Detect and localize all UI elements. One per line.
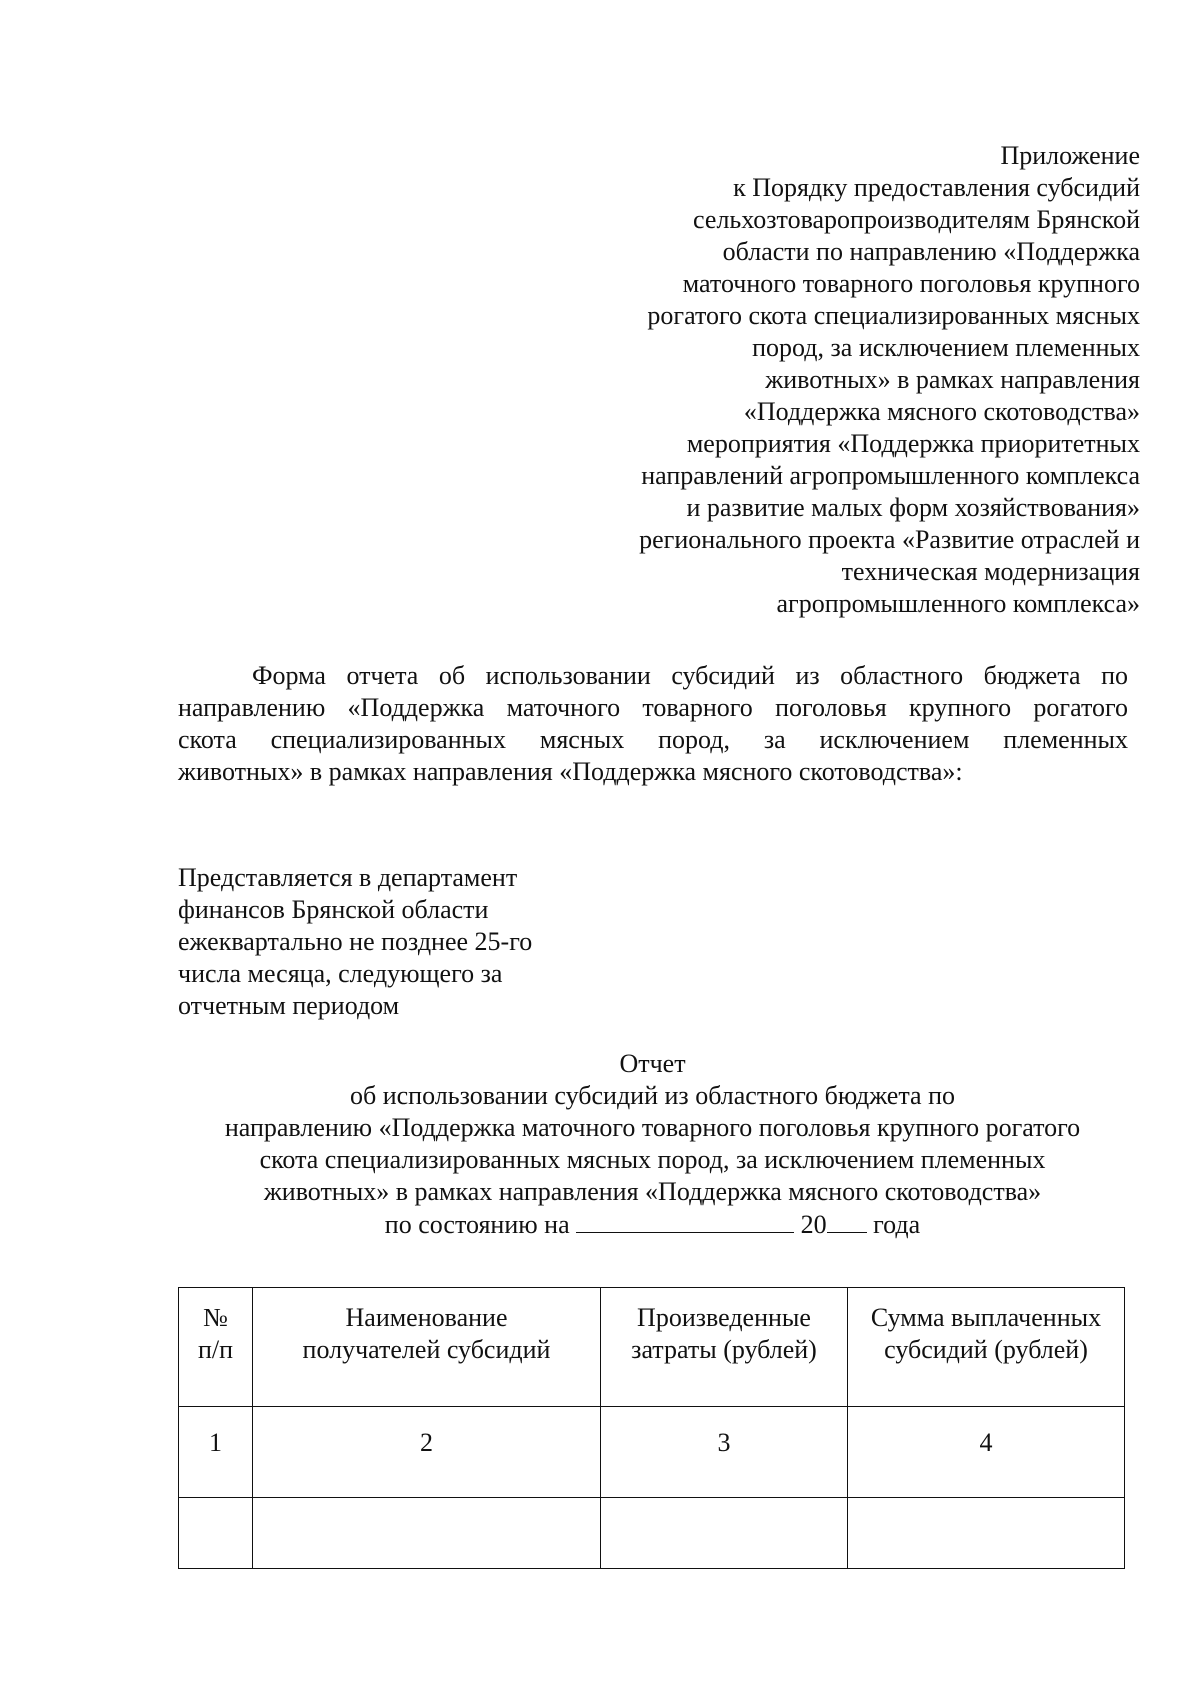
column-number-cell: 1 xyxy=(179,1407,253,1498)
report-title: Отчет xyxy=(619,1049,686,1078)
header-text: получателей субсидий xyxy=(302,1335,551,1364)
appendix-line: мероприятия «Поддержка приоритетных xyxy=(686,429,1140,458)
header-text: затраты (рублей) xyxy=(631,1335,817,1364)
report-line: животных» в рамках направления «Поддержка мясного скотоводства» xyxy=(263,1177,1042,1206)
header-text: № xyxy=(203,1303,228,1332)
header-text: Сумма выплаченных xyxy=(870,1303,1102,1332)
report-date-line xyxy=(160,1208,1145,1241)
form-title xyxy=(178,660,1128,788)
appendix-line: пород, за исключением племенных xyxy=(752,333,1140,362)
form-title-line: скота специализированных мясных пород, за исключением племенных xyxy=(178,725,1128,754)
column-number-cell: 2 xyxy=(253,1407,601,1498)
appendix-line: маточного товарного поголовья крупного xyxy=(682,269,1140,298)
year-prefix: 20 xyxy=(800,1210,827,1239)
header-cell-paid-subsidies xyxy=(848,1288,1125,1407)
appendix-line: регионального проекта «Развитие отраслей и xyxy=(639,525,1140,554)
submission-line: числа месяца, следующего за xyxy=(178,959,503,988)
appendix-line: агропромышленного комплекса» xyxy=(776,589,1140,618)
form-title-line: животных» в рамках направления «Поддержка мясного скотоводства»: xyxy=(178,757,963,786)
submission-line: финансов Брянской области xyxy=(178,895,489,924)
table-cell[interactable] xyxy=(601,1498,848,1569)
column-number-cell: 4 xyxy=(848,1407,1125,1498)
form-title-line: направлению «Поддержка маточного товарного поголовья крупного рогатого xyxy=(178,693,1128,722)
submission-line: ежеквартально не позднее 25-го xyxy=(178,927,533,956)
table-cell[interactable] xyxy=(848,1498,1125,1569)
appendix-line: сельхозтоваропроизводителям Брянской xyxy=(693,205,1140,234)
report-line: об использовании субсидий из областного бюджета по xyxy=(350,1081,955,1110)
appendix-line: «Поддержка мясного скотоводства» xyxy=(743,397,1140,426)
year-suffix: года xyxy=(873,1210,921,1239)
header-text: п/п xyxy=(197,1335,234,1364)
column-number-cell: 3 xyxy=(601,1407,848,1498)
year-blank-field[interactable] xyxy=(827,1208,867,1233)
table-cell[interactable] xyxy=(253,1498,601,1569)
date-blank-field[interactable] xyxy=(576,1208,794,1233)
header-text: субсидий (рублей) xyxy=(884,1335,1088,1364)
appendix-header xyxy=(560,140,1140,620)
appendix-line: и развитие малых форм хозяйствования» xyxy=(686,493,1140,522)
form-title-line: Форма отчета об использовании субсидий из областного бюджета по xyxy=(252,661,1128,690)
date-prefix: по состоянию на xyxy=(384,1210,570,1239)
report-line: скота специализированных мясных пород, за исключением племенных xyxy=(259,1145,1046,1174)
appendix-line: Приложение xyxy=(1000,141,1140,170)
table-row xyxy=(179,1498,1125,1569)
report-table xyxy=(178,1287,1125,1569)
submission-note xyxy=(178,862,628,1022)
header-cell-expenses xyxy=(601,1288,848,1407)
submission-line: Представляется в департамент xyxy=(178,863,518,892)
appendix-line: направлений агропромышленного комплекса xyxy=(641,461,1140,490)
appendix-line: животных» в рамках направления xyxy=(765,365,1140,394)
submission-line: отчетным периодом xyxy=(178,991,400,1020)
appendix-line: к Порядку предоставления субсидий xyxy=(733,173,1140,202)
header-text: Наименование xyxy=(345,1303,508,1332)
table-column-number-row xyxy=(179,1407,1125,1498)
appendix-line: рогатого скота специализированных мясных xyxy=(647,301,1140,330)
header-cell-recipients xyxy=(253,1288,601,1407)
header-cell-number xyxy=(179,1288,253,1407)
table-cell[interactable] xyxy=(179,1498,253,1569)
appendix-line: техническая модернизация xyxy=(841,557,1140,586)
appendix-line: области по направлению «Поддержка xyxy=(722,237,1140,266)
report-line: направлению «Поддержка маточного товарного поголовья крупного рогатого xyxy=(224,1113,1081,1142)
header-text: Произведенные xyxy=(637,1303,811,1332)
table-header-row xyxy=(179,1288,1125,1407)
report-heading xyxy=(160,1048,1145,1241)
